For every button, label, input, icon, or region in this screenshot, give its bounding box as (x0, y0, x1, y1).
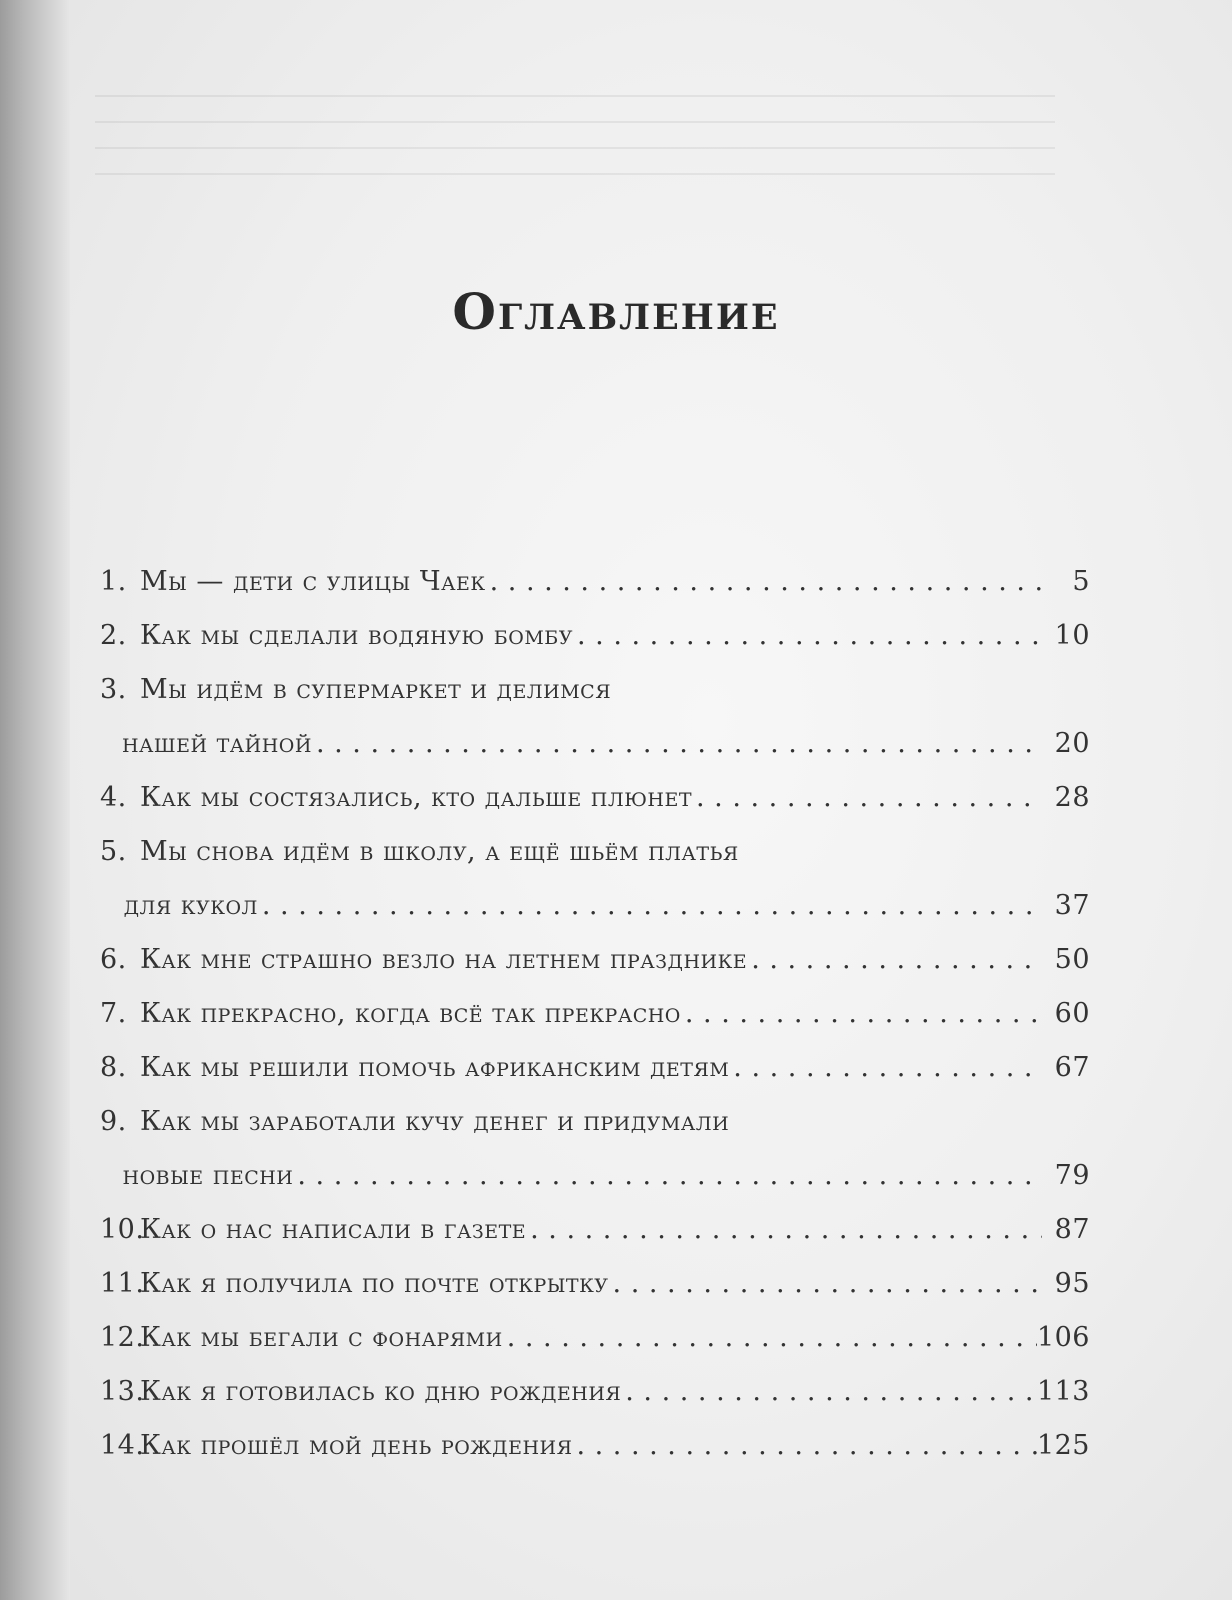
chapter-number: 11. (100, 1268, 145, 1299)
chapter-number: 1. (100, 566, 127, 597)
page-number: 113 (1036, 1376, 1090, 1407)
chapter-number: 12. (100, 1322, 145, 1353)
chapter-title: Как мы сделали водяную бомбу (140, 620, 573, 651)
dot-leader (573, 609, 1042, 663)
chapter-number: 14. (100, 1430, 145, 1461)
chapter-title-continued: нашей тайной (121, 728, 312, 759)
dot-leader (258, 879, 1042, 933)
toc-entry-8 (100, 1041, 1090, 1095)
dot-leader (312, 717, 1042, 771)
chapter-title: Как мы заработали кучу денег и придумали (140, 1106, 730, 1137)
chapter-number: 8. (100, 1052, 127, 1083)
page-number: 60 (1054, 998, 1090, 1029)
dot-leader (681, 987, 1042, 1041)
dot-leader (503, 1311, 1037, 1365)
dot-leader (747, 933, 1042, 987)
toc-entry-5 (100, 825, 1090, 933)
dot-leader (293, 1149, 1042, 1203)
chapter-number: 4. (100, 782, 127, 813)
toc-entry-11 (100, 1257, 1090, 1311)
chapter-title: Мы — дети с улицы Чаек (140, 566, 486, 597)
page-title: Оглавление (452, 282, 780, 341)
chapter-number: 3. (100, 674, 127, 705)
chapter-title: Как о нас написали в газете (140, 1214, 527, 1245)
toc-entry-12 (100, 1311, 1090, 1365)
page-number: 106 (1036, 1322, 1090, 1353)
dot-leader (621, 1365, 1037, 1419)
page-number: 125 (1036, 1430, 1090, 1461)
dot-leader (609, 1257, 1042, 1311)
chapter-title: Мы снова идём в школу, а ещё шьём платья (140, 836, 739, 867)
page-number: 20 (1054, 728, 1090, 759)
page-number: 95 (1054, 1268, 1090, 1299)
toc-entry-10 (100, 1203, 1090, 1257)
chapter-number: 2. (100, 620, 127, 651)
toc-entry-2 (100, 609, 1090, 663)
chapter-number: 9. (100, 1106, 127, 1137)
chapter-title: Как мы бегали с фонарями (140, 1322, 503, 1353)
chapter-title: Мы идём в супермаркет и делимся (140, 674, 612, 705)
toc-entry-6 (100, 933, 1090, 987)
show-through-text (95, 95, 1055, 225)
dot-leader (729, 1041, 1042, 1095)
chapter-title-continued: новые песни (122, 1160, 294, 1191)
page-number: 50 (1054, 944, 1090, 975)
page-number: 87 (1054, 1214, 1090, 1245)
dot-leader (526, 1203, 1042, 1257)
dot-leader (572, 1419, 1037, 1473)
page-number: 37 (1054, 890, 1090, 921)
chapter-title: Как мы решили помочь африканским детям (140, 1052, 730, 1083)
chapter-title: Как я получила по почте открытку (140, 1268, 609, 1299)
page-number: 5 (1072, 566, 1090, 597)
chapter-number: 10. (100, 1214, 145, 1245)
chapter-number: 5. (100, 836, 127, 867)
toc-entry-14 (100, 1419, 1090, 1473)
toc-entry-3 (100, 663, 1090, 771)
chapter-title: Как мы состязались, кто дальше плюнет (140, 782, 693, 813)
page-number: 79 (1054, 1160, 1090, 1191)
chapter-number: 6. (100, 944, 127, 975)
chapter-title-continued: для кукол (123, 890, 258, 921)
toc-entry-4 (100, 771, 1090, 825)
page-number: 28 (1054, 782, 1090, 813)
chapter-title: Как я готовилась ко дню рождения (140, 1376, 622, 1407)
chapter-number: 13. (100, 1376, 145, 1407)
chapter-number: 7. (100, 998, 127, 1029)
dot-leader (692, 771, 1042, 825)
table-of-contents (100, 555, 1090, 1473)
chapter-title: Как мне страшно везло на летнем празднике (140, 944, 748, 975)
toc-entry-13 (100, 1365, 1090, 1419)
chapter-title: Как прошёл мой день рождения (140, 1430, 573, 1461)
chapter-title: Как прекрасно, когда всё так прекрасно (140, 998, 681, 1029)
page-number: 10 (1054, 620, 1090, 651)
page-number: 67 (1054, 1052, 1090, 1083)
book-gutter-shadow (0, 0, 70, 1600)
dot-leader (486, 555, 1042, 609)
toc-entry-7 (100, 987, 1090, 1041)
toc-entry-9 (100, 1095, 1090, 1203)
toc-entry-1 (100, 555, 1090, 609)
